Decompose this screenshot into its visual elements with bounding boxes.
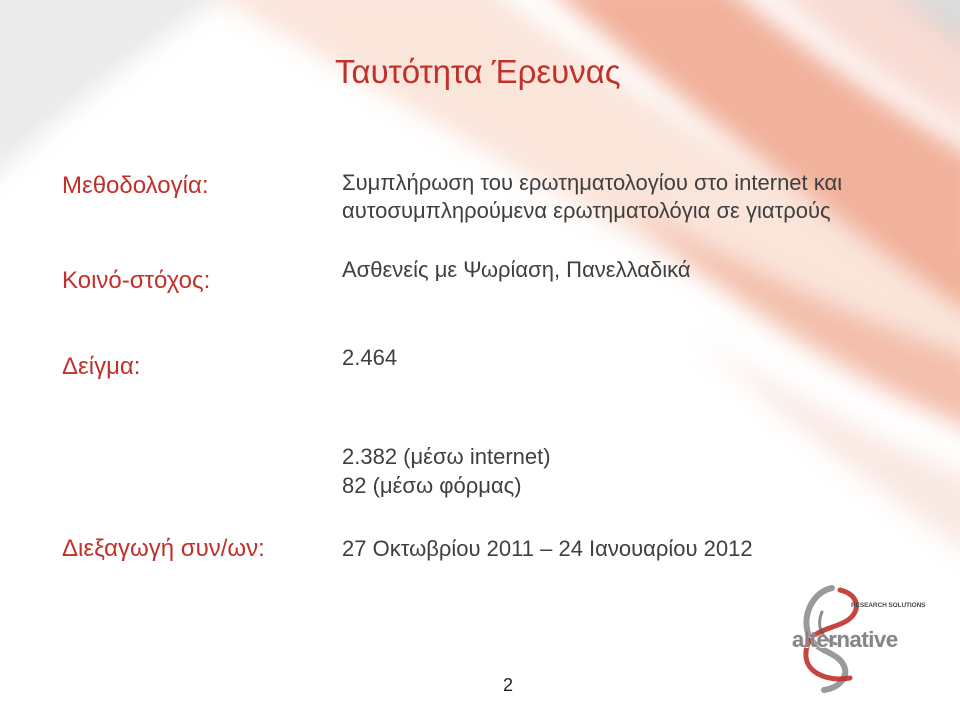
audience-label: Κοινό-στόχος: — [62, 267, 211, 294]
sample-form: 82 (μέσω φόρμας) — [342, 473, 522, 498]
sample-label: Δείγμα: — [62, 353, 141, 380]
sample-internet: 2.382 (μέσω internet) — [342, 444, 551, 469]
fieldwork-period: 27 Οκτωβρίου 2011 – 24 Ιανουαρίου 2012 — [342, 536, 753, 561]
methodology-line-1: Συμπλήρωση του ερωτηματολογίου στο internet και — [342, 170, 843, 195]
background-stripe-gray-left — [0, 0, 250, 190]
sample-total: 2.464 — [342, 345, 398, 370]
methodology-line-2: αυτοσυμπληρούμενα ερωτηματολόγια σε γιατρούς — [342, 198, 831, 223]
slide-title: Ταυτότητα Έρευνας — [335, 53, 621, 90]
page-number: 2 — [503, 675, 514, 695]
logo-tagline: RESEARCH SOLUTIONS — [851, 602, 926, 609]
fieldwork-label: Διεξαγωγή συν/ων: — [62, 535, 265, 562]
audience-value: Ασθενείς με Ψωρίαση, Πανελλαδικά — [342, 257, 691, 282]
logo-wordmark: alternative — [792, 627, 898, 652]
methodology-label: Μεθοδολογία: — [62, 172, 209, 199]
